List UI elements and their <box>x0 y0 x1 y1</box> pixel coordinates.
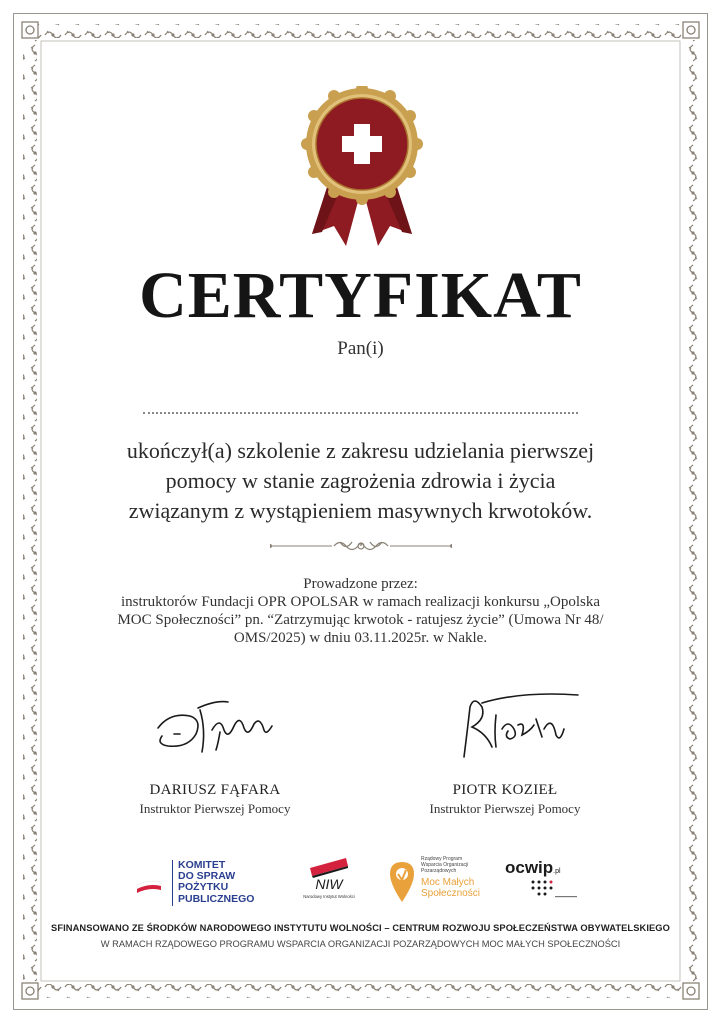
ocwip-text: ocwip <box>505 858 554 877</box>
kpp-line: POŻYTKU <box>178 881 229 894</box>
completion-statement <box>80 436 641 526</box>
funding-line-2: W RAMACH RZĄDOWEGO PROGRAMU WSPARCIA ORGANIZACJI POZARZĄDOWYCH MOC MAŁYCH SPOŁECZNOŚCI <box>100 939 621 949</box>
logo-ocwip <box>505 858 595 908</box>
conducted-line: Prowadzone przez: <box>303 576 418 592</box>
moc-line: Społeczności <box>421 888 480 899</box>
statement-line: związanym z wystąpieniem masywnych krwotoków. <box>128 498 593 523</box>
moc-line: Moc Małych <box>421 877 475 888</box>
conducted-line: instruktorów Fundacji OPR OPOLSAR w ramach realizacji konkursu „Opolska <box>120 594 601 610</box>
signature-name-1: DARIUSZ FĄFARA <box>149 782 281 798</box>
kpp-line: KOMITET <box>178 859 226 871</box>
ocwip-suffix: .pl <box>553 868 561 875</box>
moc-top-line: Pozarządowych <box>421 868 457 874</box>
kpp-line: DO SPRAW <box>178 870 236 883</box>
polish-flag-icon <box>135 876 163 896</box>
ocwip-dots-icon <box>529 878 579 900</box>
conducted-by-text <box>110 575 611 647</box>
conducted-line: OMS/2025) w dniu 03.11.2025r. w Nakle. <box>233 630 488 646</box>
statement-line: pomocy w stanie zagrożenia zdrowia i życia <box>165 468 556 493</box>
logo-kpp <box>135 860 265 906</box>
logo-niw <box>300 856 358 908</box>
niw-subtext: Narodowy Instytut Wolności <box>303 894 355 899</box>
logo-moc-malych-spolecznosci <box>388 856 488 908</box>
signature-piotr-koziel <box>452 685 582 765</box>
signature-role-1: Instruktor Pierwszej Pomocy <box>139 801 291 816</box>
conducted-line: MOC Społeczności” pn. “Zatrzymując krwotok - ratujesz życie” (Umowa Nr 48/ <box>117 612 604 628</box>
signature-dariusz-fafara <box>150 690 280 760</box>
funding-line-1: SFINANSOWANO ZE ŚRODKÓW NARODOWEGO INSTYTUTU WOLNOŚCI – CENTRUM ROZWOJU SPOŁECZEŃSTWA OBYWATELSKIEGO <box>51 923 670 933</box>
medal-cross-icon <box>300 86 424 250</box>
signature-name-2: PIOTR KOZIEŁ <box>452 782 558 798</box>
certificate-title: CERTYFIKAT <box>139 259 582 332</box>
statement-line: ukończył(a) szkolenie z zakresu udzielania pierwszej <box>126 438 595 463</box>
recipient-label: Pan(i) <box>337 338 384 359</box>
moc-top-line: Wsparcia Organizacji <box>421 862 469 868</box>
recipient-name-line <box>143 412 578 414</box>
kpp-line: PUBLICZNEGO <box>178 892 255 905</box>
niw-text: NIW <box>315 876 343 892</box>
moc-pin-icon <box>388 860 416 904</box>
moc-top-line: Rządowy Program <box>421 856 463 862</box>
signature-role-2: Instruktor Pierwszej Pomocy <box>429 801 581 816</box>
ornament-divider-icon <box>270 537 452 555</box>
sponsor-logos <box>0 850 721 910</box>
